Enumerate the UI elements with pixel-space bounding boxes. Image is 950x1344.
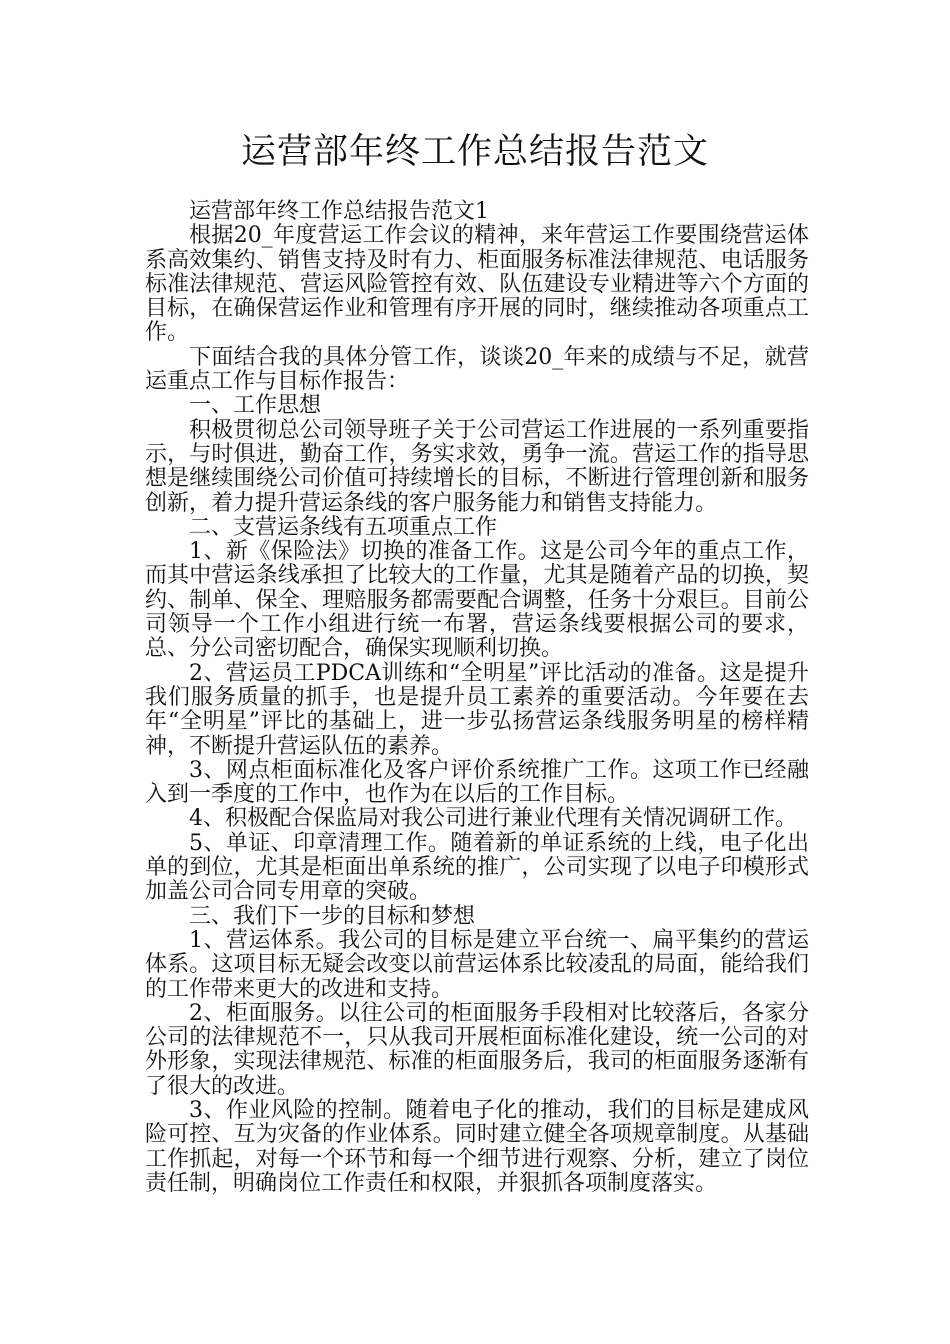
paragraph: 1、营运体系。我公司的目标是建立平台统一、扁平集约的营运体系。这项目标无疑会改变以前营运体系比较凌乱的局面，能给我们的工作带来更大的改进和支持。 [145, 927, 809, 1002]
paragraph: 5、单证、印章清理工作。随着新的单证系统的上线，电子化出单的到位，尤其是柜面出单系统的推广，公司实现了以电子印模形式加盖公司合同专用章的突破。 [145, 830, 809, 905]
paragraph: 2、柜面服务。以往公司的柜面服务手段相对比较落后，各家分公司的法律规范不一，只从我司开展柜面标准化建设，统一公司的对外形象，实现法律规范、标准的柜面服务后，我司的柜面服务逐渐有了很大的改进。 [145, 1000, 809, 1099]
paragraph: 2、营运员工PDCA训练和“全明星”评比活动的准备。这是提升我们服务质量的抓手，也是提升员工素养的重要活动。今年要在去年“全明星”评比的基础上，进一步弘扬营运条线服务明星的榜样精神，不断提升营运队伍的素养。 [145, 660, 809, 759]
paragraph: 4、积极配合保监局对我公司进行兼业代理有关情况调研工作。 [189, 806, 797, 832]
document-title: 运营部年终工作总结报告范文 [240, 132, 709, 172]
document-body [145, 200, 809, 1196]
section-heading: 三、我们下一步的目标和梦想 [189, 903, 476, 929]
paragraph: 根据20_年度营运工作会议的精神，来年营运工作要围绕营运体系高效集约、销售支持及时有力、柜面服务标准法律规范、电话服务标准法律规范、营运风险管控有效、队伍建设专业精进等六个方面的目标，在确保营运作业和管理有序开展的同时，继续推动各项重点工作。 [145, 223, 809, 346]
paragraph: 1、新《保险法》切换的准备工作。这是公司今年的重点工作，而其中营运条线承担了比较大的工作量，尤其是随着产品的切换，契约、制单、保全、理赔服务都需要配合调整，任务十分艰巨。目前公司领导一个工作小组进行统一布署，营运条线要根据公司的要求，总、分公司密切配合，确保实现顺利切换。 [145, 539, 809, 662]
section-heading: 二、支营运条线有五项重点工作 [189, 514, 498, 540]
paragraph-subtitle: 运营部年终工作总结报告范文1 [189, 199, 489, 224]
paragraph: 3、作业风险的控制。随着电子化的推动，我们的目标是建成风险可控、互为灾备的作业体系。同时建立健全各项规章制度。从基础工作抓起，对每一个环节和每一个细节进行观察、分析，建立了岗位责任制，明确岗位工作责任和权限，并狠抓各项制度落实。 [145, 1097, 809, 1196]
paragraph: 积极贯彻总公司领导班子关于公司营运工作进展的一系列重要指示，与时俱进，勤奋工作，务实求效，勇争一流。营运工作的指导思想是继续围绕公司价值可持续增长的目标，不断进行管理创新和服务创新，着力提升营运条线的客户服务能力和销售支持能力。 [145, 417, 809, 516]
paragraph: 3、网点柜面标准化及客户评价系统推广工作。这项工作已经融入到一季度的工作中，也作为在以后的工作目标。 [145, 757, 809, 808]
paragraph: 下面结合我的具体分管工作，谈谈20_年来的成绩与不足，就营运重点工作与目标作报告： [145, 344, 809, 395]
section-heading: 一、工作思想 [189, 393, 322, 419]
